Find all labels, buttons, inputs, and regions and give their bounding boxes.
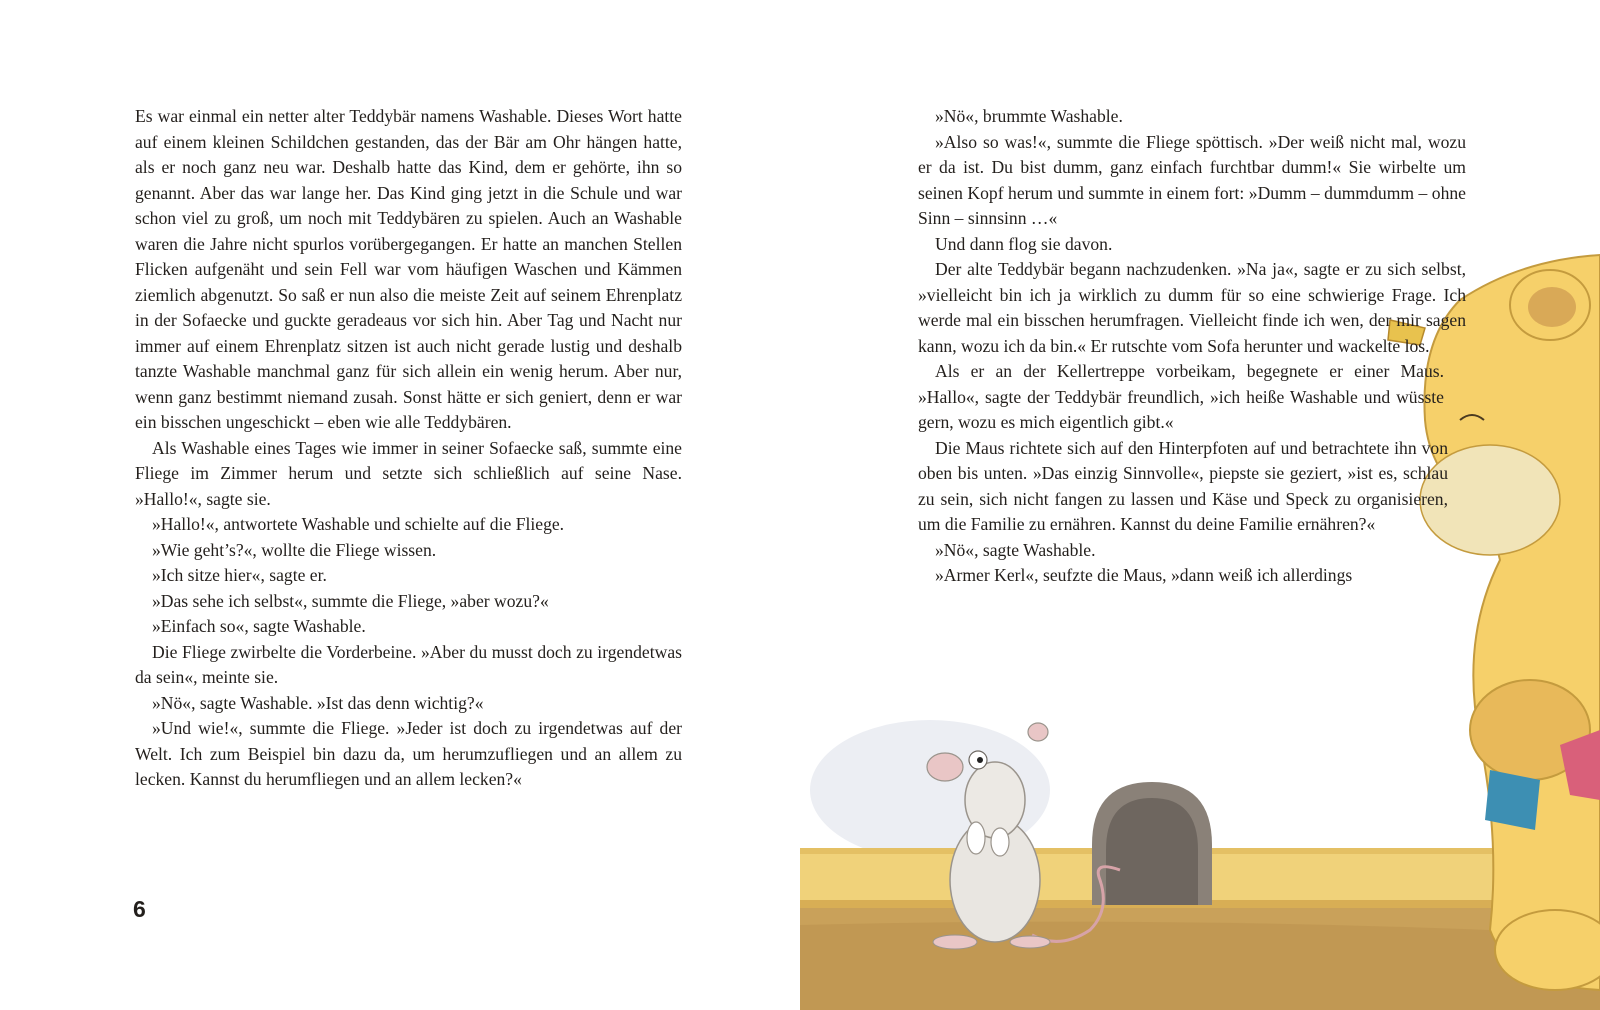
mouse-pupil <box>977 757 983 763</box>
left-text-column <box>135 104 682 793</box>
mouse-ear <box>1028 723 1048 741</box>
mouse-paw <box>991 828 1009 856</box>
paragraph: »Hallo!«, antwortete Washable und schielte auf die Fliege. <box>152 514 565 534</box>
paragraph: »Das sehe ich selbst«, summte die Fliege, »aber wozu?« <box>152 590 549 611</box>
paragraph: »Nö«, sagte Washable. »Ist das denn wichtig?« <box>152 692 484 713</box>
paragraph: Der alte Teddybär begann nachzudenken. »Na ja«, sagte er zu sich selbst, »vielleicht bin ich ja wirklich zu dumm für so eine schwierige Frage. Ich werde mal ein bisschen herumfragen. Vielleicht finde ich wen, der mir sagen kann, wozu ich da bin.« Er rutschte vom Sofa herunter und wackelte los. <box>918 259 1466 356</box>
paragraph: »Wie geht’s?«, wollte die Fliege wissen. <box>152 539 437 560</box>
paragraph: »Nö«, brummte Washable. <box>935 106 1123 126</box>
paragraph: »Nö«, sagte Washable. <box>935 539 1096 560</box>
teddy-blue-patch <box>1485 770 1540 830</box>
paragraph: Als er an der Kellertreppe vorbeikam, begegnete er einer Maus. »Hallo«, sagte der Teddybär freundlich, »ich heiße Washable und wüsste gern, wozu es mich eigentlich gibt.« <box>918 361 1444 432</box>
paragraph: »Also so was!«, summte die Fliege spöttisch. »Der weiß nicht mal, wozu er da ist. Du bist dumm, ganz einfach furchtbar dumm!« Sie wirbelte um seinen Kopf herum und summte in einem fort: »Dumm – dummdumm – ohne Sinn – sinnsinn …« <box>918 131 1466 228</box>
teddy-foot <box>1495 910 1600 990</box>
mouse-foot <box>933 935 977 949</box>
mouse-paw <box>967 822 985 854</box>
floor-shade <box>800 922 1600 1010</box>
paragraph: Und dann flog sie davon. <box>935 233 1113 254</box>
paragraph: »Und wie!«, summte die Fliege. »Jeder ist doch zu irgendetwas auf der Welt. Ich zum Beispiel bin dazu da, um herumzufliegen und an allem zu lecken. Kannst du herumfliegen und an allem lecken?« <box>135 718 682 789</box>
mouse-foot <box>1010 936 1050 948</box>
paragraph: Die Maus richtete sich auf den Hinterpfoten auf und betrachtete ihn von oben bis unten. »Das einzig Sinnvolle«, piepste sie geziert, »ist es, schlau zu sein, sich nicht fangen zu lassen und Käse und Speck zu organisieren, um die Familie zu ernähren. Kannst du deine Familie ernähren?« <box>918 437 1448 534</box>
page-number: 6 <box>133 896 146 922</box>
mouse-ear <box>927 753 963 781</box>
paragraph: Es war einmal ein netter alter Teddybär namens Washable. Dieses Wort hatte auf einem kleinen Schildchen gestanden, das der Bär am Ohr hängen hatte, als er noch ganz neu war. Deshalb hatte das Kind, dem er gehörte, ihn so genannt. Aber das war lange her. Das Kind ging jetzt in die Schule und war schon viel zu groß, um noch mit Teddybären zu spielen. Auch an Washable waren die Jahre nicht spurlos vorübergegangen. Er hatte an manchen Stellen Flicken aufgenäht und sein Fell war vom häufigen Waschen und Kämmen ziemlich abgenutzt. So saß er nun also die meiste Zeit auf seinem Ehrenplatz in der Sofaecke und guckte geradeaus vor sich hin. Aber Tag und Nacht nur immer auf einem Ehrenplatz sitzen ist auch nicht gerade lustig und deshalb tanzte Washable manchmal ganz für sich allein ein wenig herum. Aber nur, wenn ganz bestimmt niemand zusah. Sonst hätte er sich geniert, denn er war ein bisschen ungeschickt – eben wie alle Teddybären. <box>135 106 682 432</box>
paragraph: Als Washable eines Tages wie immer in seiner Sofaecke saß, summte eine Fliege im Zimmer herum und setzte sich schließlich auf seine Nase. »Hallo!«, sagte sie. <box>135 437 682 509</box>
mouse-hole-inner <box>1106 798 1198 905</box>
right-text-column <box>918 104 1466 589</box>
teddy-ear-inner <box>1528 287 1576 327</box>
paragraph: »Armer Kerl«, seufzte die Maus, »dann weiß ich allerdings <box>935 565 1353 585</box>
paragraph: »Einfach so«, sagte Washable. <box>152 616 366 636</box>
paragraph: »Ich sitze hier«, sagte er. <box>152 565 327 585</box>
paragraph: Die Fliege zwirbelte die Vorderbeine. »Aber du musst doch zu irgendetwas da sein«, meinte sie. <box>135 641 682 687</box>
right-page <box>800 0 1600 1010</box>
